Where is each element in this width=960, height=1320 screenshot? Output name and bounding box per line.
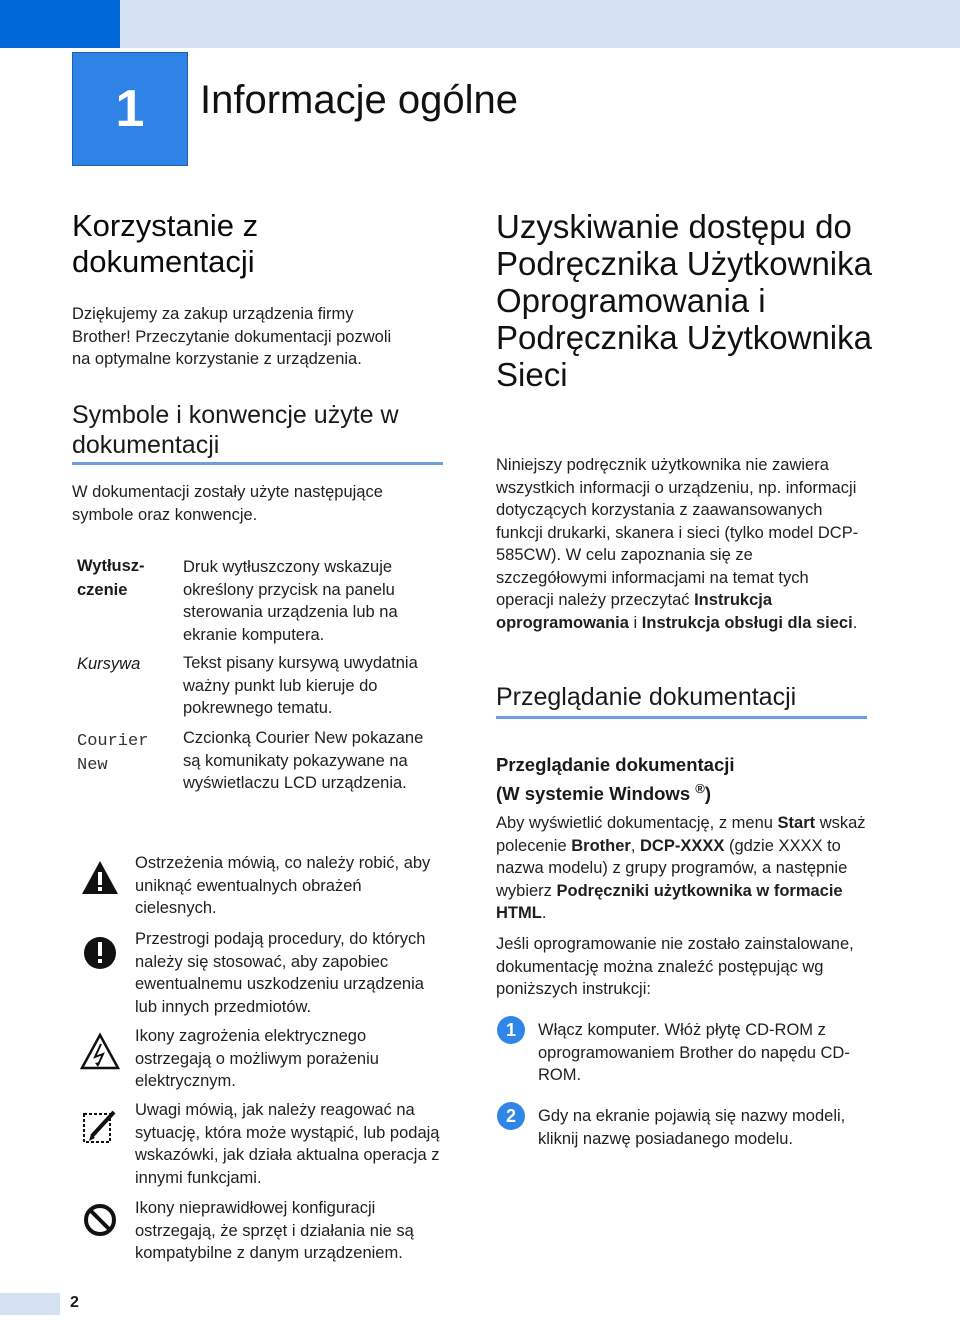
prohibited-icon bbox=[80, 1200, 120, 1240]
convention-term-courier: Courier New bbox=[77, 732, 149, 775]
convention-desc-italic: Tekst pisany kursywą uwydatnia ważny punkt lub kieruje do pokrewnego tematu. bbox=[183, 654, 418, 717]
electrical-note: Ikony zagrożenia elektrycznego ostrzegają o możliwym porażeniu elektrycznym. bbox=[135, 1027, 379, 1090]
warning-note: Ostrzeżenia mówią, co należy robić, aby uniknąć ewentualnych obrażeń cielesnych. bbox=[135, 854, 431, 917]
header-accent-bar bbox=[0, 0, 120, 48]
note-pencil-icon bbox=[80, 1106, 120, 1146]
prohibited-note: Ikony nieprawidłowej konfiguracji ostrzegają, że sprzęt i działania nie są kompatybilne z danym urządzeniem. bbox=[135, 1199, 414, 1262]
chapter-title: Informacje ogólne bbox=[200, 78, 518, 122]
warning-triangle-icon bbox=[80, 858, 120, 898]
convention-desc-courier: Czcionką Courier New pokazane są komunikaty pokazywane na wyświetlaczu LCD urządzenia. bbox=[183, 729, 424, 792]
windows-heading: Przeglądanie dokumentacji (W systemie Windows ®) bbox=[496, 754, 735, 805]
access-intro: Niniejszy podręcznik użytkownika nie zawiera wszystkich informacji o urządzeniu, np. informacji dotyczących korzystania z zaawansowanych funkcji drukarki, skanera i sieci (tylko model DCP-585CW). W celu zapoznania się ze szczegółowymi informacjami na temat tych operacji należy przeczytać Instrukcja oprogramowania i Instrukcja obsługi dla sieci. bbox=[496, 456, 859, 632]
caution-note: Przestrogi podają procedury, do których należy się stosować, aby zapobiec ewentualnemu uszkodzeniu urządzenia lub innych przedmiotów. bbox=[135, 930, 426, 1016]
page-number: 2 bbox=[70, 1294, 79, 1311]
heading-rule bbox=[72, 462, 443, 465]
step-text-2: Gdy na ekranie pojawią się nazwy modeli, kliknij nazwę posiadanego modelu. bbox=[538, 1107, 846, 1148]
info-note: Uwagi mówią, jak należy reagować na sytuację, która może wystąpić, lub podają wskazówki, jak działa aktualna operacja z innymi funkcjami. bbox=[135, 1101, 440, 1187]
header-bar bbox=[120, 0, 960, 48]
section-heading-access: Uzyskiwanie dostępu do Podręcznika Użytkownika Oprogramowania i Podręcznika Użytkownika Sieci bbox=[496, 208, 872, 393]
step-number-2: 2 bbox=[497, 1102, 525, 1130]
intro-paragraph: Dziękujemy za zakup urządzenia firmy Brother! Przeczytanie dokumentacji pozwoli na optymalne korzystanie z urządzenia. bbox=[72, 305, 392, 368]
convention-term-bold: Wytłusz- czenie bbox=[77, 557, 145, 599]
step-number-1: 1 bbox=[497, 1016, 525, 1044]
convention-term-italic: Kursywa bbox=[77, 655, 141, 673]
subsection-heading-viewing: Przeglądanie dokumentacji bbox=[496, 683, 797, 711]
caution-exclamation-icon bbox=[80, 933, 120, 973]
not-installed-paragraph: Jeśli oprogramowanie nie zostało zainstalowane, dokumentację można znaleźć postępując wg poniższych instrukcji: bbox=[496, 935, 854, 998]
electrical-hazard-icon bbox=[80, 1032, 120, 1072]
step-text-1: Włącz komputer. Włóż płytę CD-ROM z oprogramowaniem Brother do napędu CD-ROM. bbox=[538, 1021, 850, 1084]
section-heading-documentation: Korzystanie z dokumentacji bbox=[72, 208, 259, 279]
chapter-number: 1 bbox=[72, 52, 188, 166]
convention-desc-bold: Druk wytłuszczony wskazuje określony przycisk na panelu sterowania urządzenia lub na ekranie komputera. bbox=[183, 558, 398, 644]
heading-rule bbox=[496, 716, 867, 719]
symbols-intro: W dokumentacji zostały użyte następujące symbole oraz konwencje. bbox=[72, 483, 383, 524]
subsection-heading-symbols: Symbole i konwencje użyte w dokumentacji bbox=[72, 401, 399, 459]
footer-bar bbox=[0, 1293, 60, 1315]
windows-instructions: Aby wyświetlić dokumentację, z menu Start wskaż polecenie Brother, DCP-XXXX (gdzie XXXX to nazwa modelu) z grupy programów, a następnie wybierz Podręczniki użytkownika w formacie HTML. bbox=[496, 814, 866, 922]
